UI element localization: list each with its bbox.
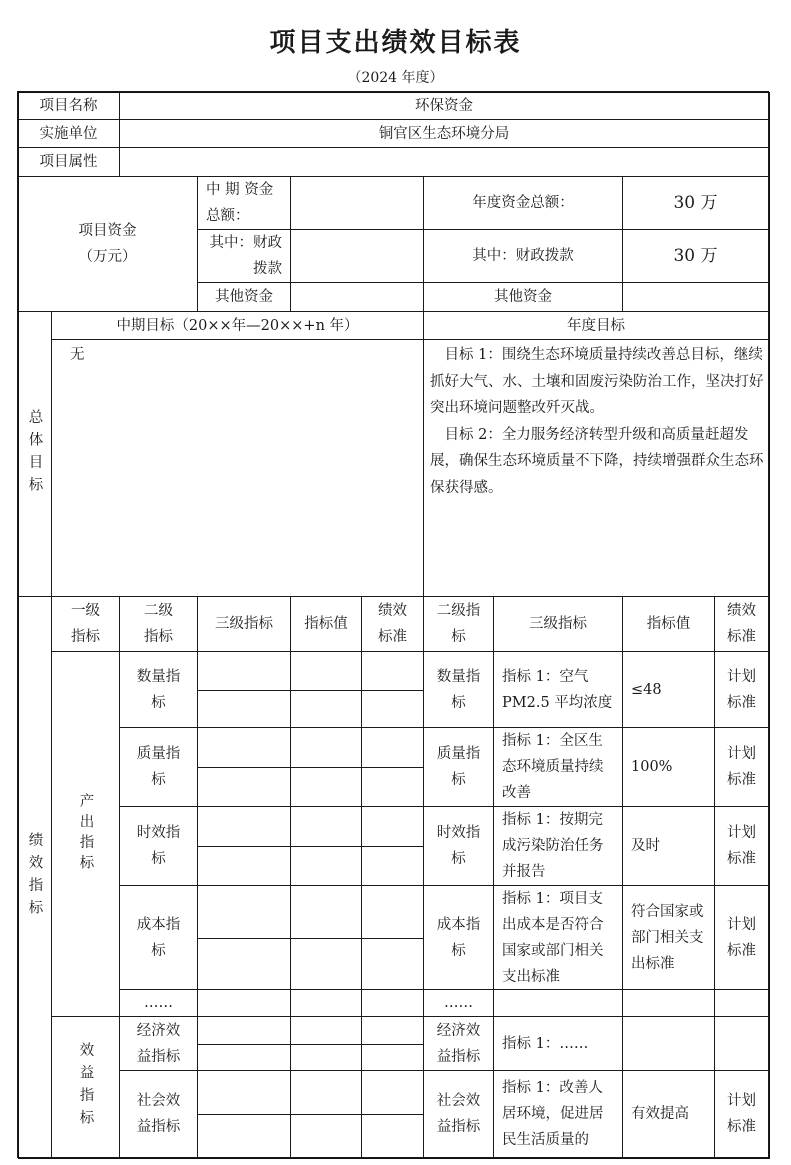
midterm-fiscal-label-text: 其中：财政拨款 (209, 235, 282, 277)
header-standard-right-text: 绩效标准 (727, 603, 756, 645)
value-cell (290, 767, 362, 807)
header-level2 (119, 596, 198, 652)
benefit_rows-level2-right (423, 1016, 494, 1071)
output_rows-value-right (622, 885, 715, 990)
benefit_rows-standard-right (714, 1070, 769, 1158)
output_rows-level2-right-text: 数量指标 (436, 668, 481, 711)
benefit_rows-level2-right-text: 经济效益指标 (436, 1022, 481, 1065)
annual-fiscal-label: 其中：财政拨款 (423, 229, 623, 283)
benefit_rows-level2 (119, 1070, 198, 1158)
output_rows-value-right (622, 806, 715, 886)
value-cell (290, 885, 362, 939)
annual-total-value: 30 万 (622, 176, 769, 230)
annual-total-label: 年度资金总额： (423, 176, 623, 230)
output_rows-level2 (119, 885, 198, 990)
output_rows-level2-right-text: …… (444, 995, 473, 1011)
output_rows-standard-right (714, 727, 769, 807)
benefit_rows-level2-right-text: 社会效益指标 (436, 1093, 481, 1135)
output_rows-level2-right (423, 885, 494, 990)
level3-cell (197, 727, 291, 768)
standard-cell (361, 1114, 424, 1158)
standard-cell (361, 806, 424, 847)
header-level3-right: 三级指标 (493, 596, 623, 652)
level3-cell (197, 690, 291, 728)
value-cell (290, 727, 362, 768)
benefit_rows-value-right-text: 有效提高 (631, 1106, 689, 1122)
benefit_rows-level2-text: 社会效益指标 (136, 1093, 181, 1135)
output_rows-level3-right (493, 989, 623, 1017)
output_rows-standard-right (714, 885, 769, 990)
level3-cell (197, 846, 291, 886)
standard-cell (361, 1044, 424, 1071)
value-cell (290, 1044, 362, 1071)
output_rows-level2-right (423, 989, 494, 1017)
level3-cell (197, 885, 291, 939)
standard-cell (361, 885, 424, 939)
output_rows-value-right-text: ≤48 (631, 681, 662, 698)
annual-fiscal-value: 30 万 (622, 229, 769, 283)
funds-label-line1: 项目资金 (78, 223, 137, 239)
annual-goal-1: 目标 1：围绕生态环境质量持续改善总目标，继续抓好大气、水、土壤和固废污染防治工作，坚决打好突出环境问题整改歼灭战。 (430, 347, 764, 416)
output_rows-level2 (119, 989, 198, 1017)
level3-cell (197, 806, 291, 847)
output_rows-level3-right (493, 885, 623, 990)
midterm-goal-text: 无 (51, 339, 424, 597)
level3-cell (197, 938, 291, 990)
goals-section-label (17, 311, 52, 597)
level3-cell (197, 1070, 291, 1115)
annual-goal-text (423, 339, 769, 597)
benefit_rows-level2 (119, 1016, 198, 1071)
output_rows-level2-right-text: 质量指标 (436, 746, 481, 788)
output_rows-value-right-text: 100% (631, 759, 673, 775)
goals-section-label-text: 总体目标 (26, 409, 43, 499)
output_rows-level3-right (493, 651, 623, 728)
output-indicator-label (51, 651, 120, 1017)
header-standard-text: 绩效标准 (378, 603, 407, 645)
header-level1 (51, 596, 120, 652)
benefit_rows-level3-right (493, 1070, 623, 1158)
output_rows-level2-text: 时效指标 (136, 825, 181, 867)
output_rows-level2-right-text: 成本指标 (436, 916, 481, 959)
output_rows-level2-text: …… (144, 995, 173, 1011)
output_rows-level3-right-text: 指标 1：按期完成污染防治任务并报告 (502, 812, 604, 880)
header-value-right: 指标值 (622, 596, 715, 652)
standard-cell (361, 727, 424, 768)
level3-cell (197, 767, 291, 807)
value-cell (290, 806, 362, 847)
annual-goal-header: 年度目标 (423, 311, 769, 340)
benefit_rows-level2-right (423, 1070, 494, 1158)
output_rows-value-right-text: 符合国家或部门相关支出标准 (631, 903, 704, 972)
output_rows-level2-right (423, 727, 494, 807)
value-cell (290, 1070, 362, 1115)
output_rows-level2-text: 数量指标 (136, 668, 181, 711)
midterm-other-value (290, 282, 424, 312)
output_rows-level2 (119, 727, 198, 807)
funds-label (17, 176, 198, 312)
project-name-value: 环保资金 (119, 91, 769, 120)
benefit_rows-standard-right-text: 计划标准 (727, 1093, 756, 1135)
output_rows-standard-right (714, 989, 769, 1017)
output_rows-level3-right (493, 727, 623, 807)
value-cell (290, 846, 362, 886)
standard-cell (361, 846, 424, 886)
header-level3: 三级指标 (197, 596, 291, 652)
standard-cell (361, 1016, 424, 1045)
benefit_rows-level2-text: 经济效益指标 (136, 1022, 181, 1065)
output_rows-level3-right-text: 指标 1：项目支出成本是否符合国家或部门相关支出标准 (502, 890, 604, 985)
output_rows-standard-right (714, 806, 769, 886)
value-cell (290, 651, 362, 691)
attribute-label: 项目属性 (17, 147, 120, 177)
level3-cell (197, 989, 291, 1017)
annual-other-label: 其他资金 (423, 282, 623, 312)
benefit-indicator-label (51, 1016, 120, 1158)
standard-cell (361, 651, 424, 691)
output_rows-standard-right-text: 计划标准 (727, 916, 756, 959)
value-cell (290, 1114, 362, 1158)
standard-cell (361, 767, 424, 807)
output_rows-level2-text: 质量指标 (136, 746, 181, 788)
output_rows-level3-right-text: 指标 1：全区生态环境质量持续改善 (502, 733, 604, 801)
output-indicator-label-text: 产出指标 (77, 793, 94, 875)
header-level2-text: 二级指标 (144, 603, 173, 645)
benefit_rows-value-right (622, 1070, 715, 1158)
level3-cell (197, 1044, 291, 1071)
benefit-indicator-label-text: 效益指标 (77, 1042, 94, 1132)
year-label: （2024 年度） (347, 70, 444, 86)
standard-cell (361, 938, 424, 990)
annual-other-value (622, 282, 769, 312)
level3-cell (197, 1114, 291, 1158)
output_rows-level2-right (423, 651, 494, 728)
value-cell (290, 690, 362, 728)
header-value: 指标值 (290, 596, 362, 652)
level3-cell (197, 1016, 291, 1045)
value-cell (290, 1016, 362, 1045)
output_rows-value-right (622, 727, 715, 807)
header-standard-right (714, 596, 769, 652)
midterm-fiscal-label (197, 229, 291, 283)
level3-cell (197, 651, 291, 691)
header-standard (361, 596, 424, 652)
midterm-goal-header: 中期目标（20××年—20××+n 年） (51, 311, 424, 340)
value-cell (290, 989, 362, 1017)
header-level2-right-text: 二级指标 (436, 603, 481, 645)
benefit_rows-value-right (622, 1016, 715, 1071)
unit-value: 铜官区生态环境分局 (119, 119, 769, 148)
output_rows-value-right (622, 651, 715, 728)
midterm-fiscal-value (290, 229, 424, 283)
output_rows-level2-right (423, 806, 494, 886)
output_rows-level2-right-text: 时效指标 (436, 825, 481, 867)
standard-cell (361, 690, 424, 728)
output_rows-standard-right-text: 计划标准 (727, 746, 756, 788)
output_rows-standard-right-text: 计划标准 (727, 668, 756, 711)
attribute-value (119, 147, 769, 177)
page-title: 项目支出绩效目标表 (269, 28, 522, 58)
output_rows-level2 (119, 651, 198, 728)
midterm-total-label (197, 176, 291, 230)
funds-label-line2: （万元） (78, 249, 137, 265)
benefit_rows-level3-right (493, 1016, 623, 1071)
output_rows-level2 (119, 806, 198, 886)
midterm-total-value (290, 176, 424, 230)
output_rows-value-right (622, 989, 715, 1017)
header-level1-text: 一级指标 (71, 603, 100, 645)
benefit_rows-standard-right (714, 1016, 769, 1071)
output_rows-level2-text: 成本指标 (136, 916, 181, 959)
indicators-section-label (17, 596, 52, 1158)
project-name-label: 项目名称 (17, 91, 120, 120)
standard-cell (361, 989, 424, 1017)
output_rows-level3-right (493, 806, 623, 886)
annual-goal-2: 目标 2：全力服务经济转型升级和高质量赶超发展，确保生态环境质量不下降，持续增强群众生态环保获得感。 (430, 426, 764, 496)
header-level2-right (423, 596, 494, 652)
value-cell (290, 938, 362, 990)
benefit_rows-level3-right-text: 指标 1：…… (502, 1035, 589, 1052)
midterm-total-label-text: 中 期 资金总额： (206, 182, 274, 224)
benefit_rows-level3-right-text: 指标 1：改善人居环境，促进居民生活质量的 (502, 1080, 604, 1148)
output_rows-value-right-text: 及时 (631, 838, 660, 854)
output_rows-level3-right-text: 指标 1：空气 PM2.5 平均浓度 (502, 668, 613, 711)
output_rows-standard-right-text: 计划标准 (727, 825, 756, 867)
unit-label: 实施单位 (17, 119, 120, 148)
output_rows-standard-right (714, 651, 769, 728)
standard-cell (361, 1070, 424, 1115)
midterm-other-label: 其他资金 (197, 282, 291, 312)
indicators-section-label-text: 绩效指标 (26, 832, 43, 922)
